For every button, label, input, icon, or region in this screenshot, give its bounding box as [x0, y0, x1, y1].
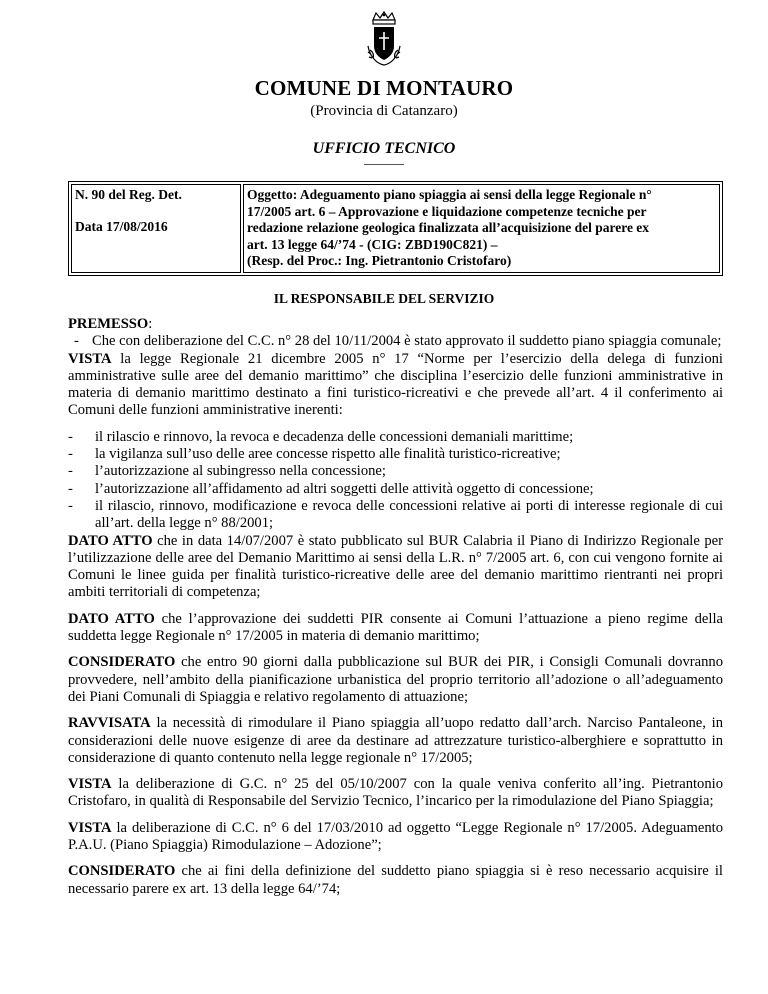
- document-body: [68, 316, 723, 898]
- paragraph-text: la legge Regionale 21 dicembre 2005 n° 17 “Norme per l’esercizio della delega di funzioni amministrative sulle aree del demanio marittimo” che disciplina l’esercizio delle funzioni amministrative in materia di demanio marittimo destinato a fini turistico-ricreativi e che prevede all’art. 4 il conferimento ai Comuni delle funzioni amministrative inerenti:: [68, 350, 723, 419]
- list-item-text: l’autorizzazione al subingresso nella concessione;: [95, 463, 386, 480]
- subject-line: 17/2005 art. 6 – Approvazione e liquidazione competenze tecniche per: [247, 203, 647, 219]
- list-item: [68, 481, 723, 498]
- keyword: CONSIDERATO: [68, 654, 176, 671]
- paragraph-vista-cc: [68, 820, 723, 855]
- paragraph-considerato-1: [68, 654, 723, 706]
- paragraph-ravvisata: [68, 715, 723, 767]
- subject-line: (Resp. del Proc.: Ing. Pietrantonio Cristofaro): [247, 253, 512, 268]
- list-dash: -: [68, 446, 73, 463]
- keyword: VISTA: [68, 776, 112, 793]
- functions-list: [68, 429, 723, 533]
- keyword: RAVVISATA: [68, 715, 151, 732]
- office-name: UFFICIO TECNICO: [312, 140, 456, 157]
- paragraph-text: che ai fini della definizione del suddetto piano spiaggia si è reso necessario acquisire il necessario parere ex art. 13 della legge 64/’74;: [68, 863, 723, 897]
- paragraph-vista: [68, 351, 723, 420]
- list-dash: -: [68, 480, 73, 497]
- list-item-text: l’autorizzazione all’affidamento ad altri soggetti delle attività oggetto di concessione;: [95, 480, 594, 497]
- list-item: [68, 463, 723, 480]
- list-item-text: il rilascio, rinnovo, modificazione e revoca delle concessioni relative ai porti di interesse regionale di cui all’art. della legge n° 88/2001;: [95, 497, 723, 532]
- paragraph-considerato-2: [68, 863, 723, 898]
- paragraph-vista-gc: [68, 776, 723, 811]
- list-dash: -: [68, 463, 73, 480]
- province-subtitle: (Provincia di Catanzaro): [310, 103, 458, 119]
- paragraph-text: la necessità di rimodulare il Piano spiaggia all’uopo redatto dall’arch. Narciso Pantaleone, in considerazioni delle nuove esigenze di aree da destinare ad attrezzature turistico-alberghiere e soprattutto in considerazione di quanto contenuto nella legge regionale n° 17/2005;: [68, 715, 723, 766]
- keyword: VISTA: [68, 350, 112, 367]
- paragraph-text: la deliberazione di C.C. n° 6 del 17/03/2010 ad oggetto “Legge Regionale n° 17/2005. Adeguamento P.A.U. (Piano Spiaggia) Rimodulazione – Adozione”;: [68, 819, 723, 854]
- determination-date: Data 17/08/2016: [75, 218, 168, 234]
- keyword: DATO ATTO: [68, 532, 153, 549]
- subject-line: art. 13 legge 64/’74 - (CIG: ZBD190C821) –: [247, 236, 498, 252]
- premesso-item: [74, 333, 723, 350]
- paragraph-dato-atto-1: [68, 533, 723, 602]
- determination-info-box: [68, 181, 723, 276]
- keyword: DATO ATTO: [68, 610, 155, 627]
- section-heading: IL RESPONSABILE DEL SERVIZIO: [273, 291, 495, 306]
- paragraph-text: che entro 90 giorni dalla pubblicazione sul BUR dei PIR, i Consigli Comunali dovranno provvedere, nell’ambito della pianificazione urbanistica del proprio territorio all’adozione o all’adeguamento dei Piani Comunali di Spiaggia e relativo regolamento di attuazione;: [68, 654, 723, 705]
- keyword: VISTA: [68, 819, 112, 836]
- paragraph-text: la deliberazione di G.C. n° 25 del 05/10/2007 con la quale veniva conferito all’ing. Pietrantonio Cristofaro, in qualità di Responsabile del Servizio Tecnico, l’incarico per la rimodulazione del Piano Spiaggia;: [68, 776, 723, 810]
- list-item: [68, 446, 723, 463]
- premesso-heading: [68, 316, 723, 333]
- registration-number: N. 90 del Reg. Det.: [75, 187, 182, 202]
- keyword: CONSIDERATO: [68, 863, 176, 880]
- list-item: [68, 498, 723, 533]
- premesso-colon: :: [148, 316, 153, 332]
- subject-line: Oggetto: Adeguamento piano spiaggia ai sensi della legge Regionale n°: [247, 187, 652, 202]
- list-item-text: il rilascio e rinnovo, la revoca e decadenza delle concessioni demaniali marittime;: [95, 428, 574, 445]
- municipal-crest-icon: [364, 10, 404, 68]
- subject-line: redazione relazione geologica finalizzata all’acquisizione del parere ex: [247, 220, 650, 235]
- registration-cell: [71, 184, 241, 273]
- page-title: COMUNE DI MONTAURO: [254, 76, 514, 100]
- premesso-label: PREMESSO: [68, 316, 149, 332]
- list-dash: -: [68, 428, 73, 445]
- paragraph-dato-atto-2: [68, 611, 723, 646]
- premesso-item-text: Che con deliberazione del C.C. n° 28 del 10/11/2004 è stato approvato il suddetto piano spiaggia comunale;: [92, 333, 722, 350]
- list-dash: -: [74, 333, 79, 350]
- list-item-text: la vigilanza sull’uso delle aree concesse rispetto alle finalità turistico-ricreative;: [95, 446, 561, 463]
- title-divider: [364, 164, 404, 165]
- list-item: [68, 429, 723, 446]
- subject-cell: [243, 184, 720, 273]
- paragraph-text: che in data 14/07/2007 è stato pubblicato sul BUR Calabria il Piano di Indirizzo Regionale per l’utilizzazione delle aree del Demanio Marittimo ai sensi della L.R. n° 7/2005 art. 6, con cui vengono fornite ai Comuni le linee guida per finalità turistico-ricreative delle aree del demanio marittimo rientranti nei propri ambiti territoriali di competenza;: [68, 532, 724, 601]
- paragraph-text: che l’approvazione dei suddetti PIR consente ai Comuni l’attuazione a pieno regime della suddetta legge Regionale n° 17/2005 in materia di demanio marittimo;: [68, 610, 724, 645]
- list-dash: -: [68, 497, 73, 514]
